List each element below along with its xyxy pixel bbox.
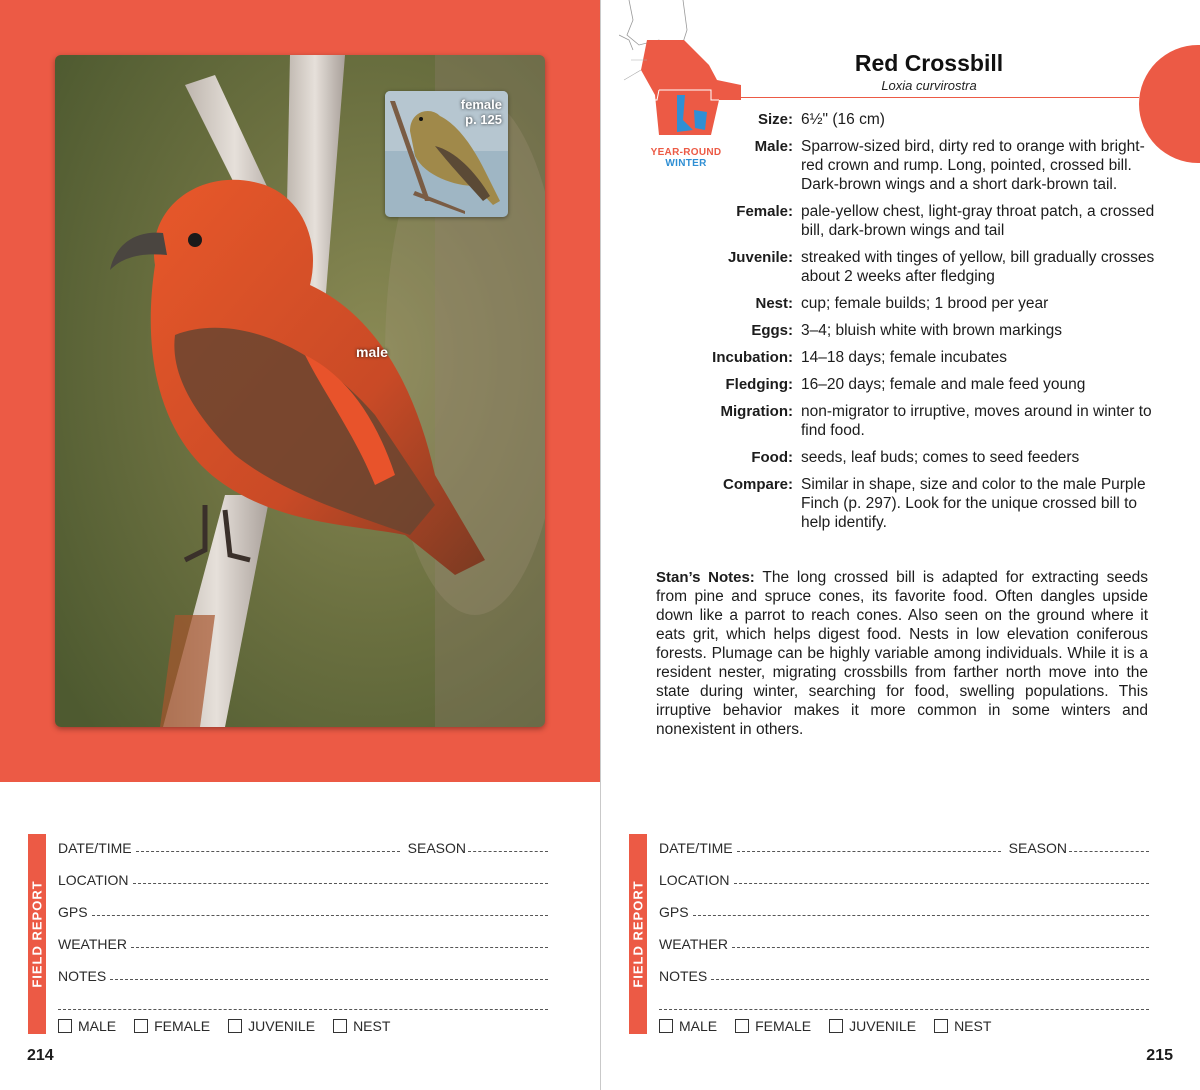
notes-field[interactable]: NOTES (58, 964, 548, 984)
species-title: Red Crossbill (854, 50, 1004, 76)
title-divider (739, 97, 1139, 98)
fact-size: Size: 6½" (16 cm) (757, 111, 885, 128)
fact-compare: Compare: Similar in shape, size and color to the male Purple Finch (p. 297). Look for the unique crossed bill to help identify. (722, 476, 1146, 531)
nest-checkbox[interactable]: NEST (333, 1018, 390, 1034)
fact-food: Food: seeds, leaf buds; comes to seed feeders (751, 449, 1080, 466)
legend-year-round: YEAR-ROUND (650, 147, 722, 158)
female-inset-label-page: p. 125 (465, 112, 502, 127)
female-checkbox[interactable]: FEMALE (735, 1018, 811, 1034)
page-number: 214 (27, 1047, 54, 1064)
date-time-field[interactable]: DATE/TIME SEASON (659, 836, 1149, 856)
date-time-field[interactable]: DATE/TIME SEASON (58, 836, 548, 856)
juvenile-checkbox[interactable]: JUVENILE (228, 1018, 315, 1034)
female-inset-label (422, 97, 502, 127)
female-inset-label-name: female (460, 97, 502, 112)
facts-list (691, 110, 1161, 540)
male-checkbox[interactable]: MALE (659, 1018, 717, 1034)
field-report-form (28, 832, 548, 1037)
fact-nest: Nest: cup; female builds; 1 brood per year (755, 295, 1049, 312)
stans-notes-label: Stan’s Notes: (656, 569, 755, 586)
field-report-heading: FIELD REPORT (629, 834, 647, 1034)
scientific-name: Loxia curvirostra (881, 78, 977, 93)
fact-juvenile: Juvenile: streaked with tinges of yellow, bill gradually crosses about 2 weeks after fledging (727, 249, 1155, 285)
notes-field-line-2[interactable] (659, 994, 1149, 1014)
location-field[interactable]: LOCATION (659, 868, 1149, 888)
right-page (600, 0, 1200, 1090)
weather-field[interactable]: WEATHER (659, 932, 1149, 952)
location-field[interactable]: LOCATION (58, 868, 548, 888)
fact-male: Male: Sparrow-sized bird, dirty red to orange with bright-red crown and rump. Long, pointed, crossed bill. Dark-brown wings and a short dark-brown tail. (754, 138, 1145, 193)
field-report-heading: FIELD REPORT (28, 834, 46, 1034)
stans-notes-text: The long crossed bill is adapted for extracting seeds from pine and spruce cones, its favorite food. Often dangles upside down like a parrot to reach cones. Also seen on the ground where it eats grit, which helps digest food. Nests in low elevation coniferous forests. Plumage can be highly variable among individuals. While it is a resident nester, migrating crossbills from farther north move into the state during winter, searching for food, swelling populations. This irruptive behavior makes it more common in some winters and nonexistent in others. (656, 569, 1149, 738)
checkbox-row (58, 1018, 390, 1034)
female-checkbox[interactable]: FEMALE (134, 1018, 210, 1034)
fact-migration: Migration: non-migrator to irruptive, moves around in winter to find food. (720, 403, 1152, 439)
notes-field[interactable]: NOTES (659, 964, 1149, 984)
gps-field[interactable]: GPS (659, 900, 1149, 920)
fact-female: Female: pale-yellow chest, light-gray throat patch, a crossed bill, dark-brown wings and tail (736, 203, 1155, 239)
stans-notes (656, 568, 1148, 739)
fact-fledging: Fledging: 16–20 days; female and male feed young (725, 376, 1086, 393)
field-report-form (629, 832, 1149, 1037)
fact-incubation: Incubation: 14–18 days; female incubates (712, 349, 1007, 366)
notes-field-line-2[interactable] (58, 994, 548, 1014)
fact-eggs: Eggs: 3–4; bluish white with brown markings (751, 322, 1063, 339)
juvenile-checkbox[interactable]: JUVENILE (829, 1018, 916, 1034)
checkbox-row (659, 1018, 991, 1034)
nest-checkbox[interactable]: NEST (934, 1018, 991, 1034)
page-number: 215 (1146, 1047, 1173, 1064)
legend-winter: WINTER (665, 158, 707, 169)
gps-field[interactable]: GPS (58, 900, 548, 920)
male-label: male (356, 344, 388, 360)
male-checkbox[interactable]: MALE (58, 1018, 116, 1034)
weather-field[interactable]: WEATHER (58, 932, 548, 952)
